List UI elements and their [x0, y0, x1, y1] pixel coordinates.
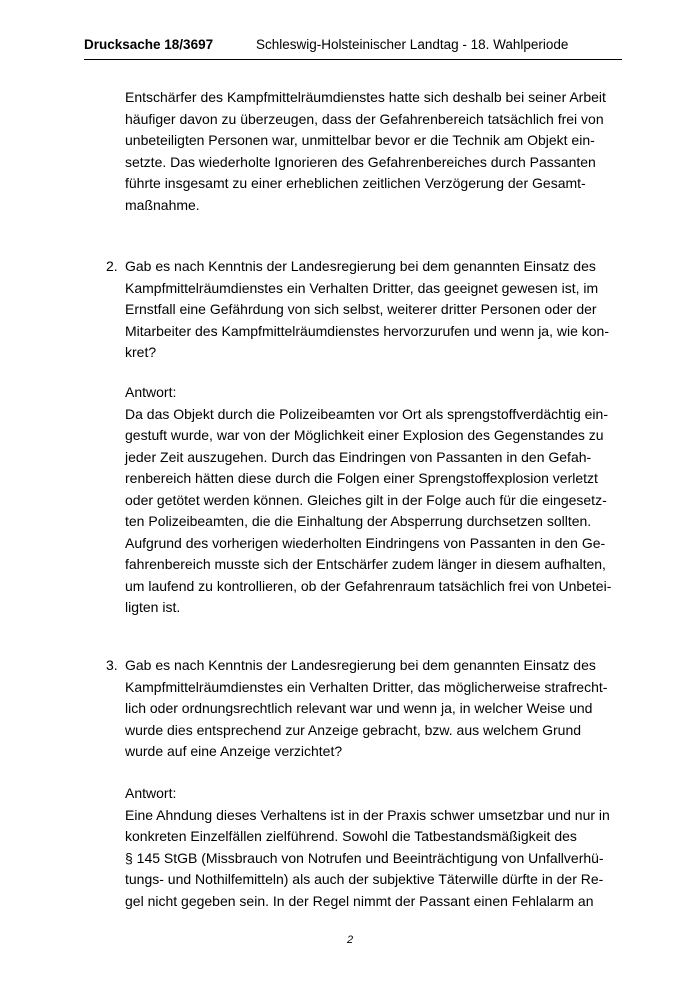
text-line: tungs- und Nothilfemitteln) als auch der subjektive Täterwille dürfte in der Re-	[125, 871, 604, 887]
text-line: Aufgrund des vorherigen wiederholten Eindringens von Passanten in den Ge-	[125, 534, 606, 551]
question-3-number: 3.	[106, 657, 118, 673]
text-line: wurde dies entsprechend zur Anzeige gebracht, bzw. aus welchem Grund	[125, 721, 582, 738]
intro-paragraph	[125, 87, 625, 216]
text-line: kret?	[125, 344, 157, 360]
text-line: Ernstfall eine Gefährdung von sich selbst, weiterer dritter Personen oder der	[125, 301, 597, 317]
text-line: Kampfmittelräumdienstes ein Verhalten Dritter, das geeignet gewesen ist, im	[125, 279, 599, 296]
text-line: konkreten Einzelfällen zielführend. Sowohl die Tatbestandsmäßigkeit des	[125, 828, 577, 844]
text-line: unbeteiligten Personen war, unmittelbar bevor er die Technik am Objekt ein-	[125, 132, 595, 148]
text-line: ten Polizeibeamten, die die Einhaltung der Absperrung durchsetzen sollten.	[125, 513, 592, 529]
page-number: 2	[346, 934, 354, 946]
text-line: ligten ist.	[125, 599, 181, 615]
text-line: Gab es nach Kenntnis der Landesregierung bei dem genannten Einsatz des	[125, 258, 596, 274]
text-line: § 145 StGB (Missbrauch von Notrufen und Beeinträchtigung von Unfallverhü-	[125, 849, 604, 866]
text-line: jeder Zeit auszugehen. Durch das Eindringen von Passanten in den Gefah-	[125, 448, 592, 465]
question-2-number: 2.	[106, 258, 118, 274]
text-line: setzte. Das wiederholte Ignorieren des Gefahrenbereiches durch Passanten	[125, 153, 596, 170]
answer-label: Antwort:	[125, 384, 177, 400]
answer-3	[125, 783, 625, 912]
answer-2	[125, 382, 625, 619]
text-line: fahrenbereich musste sich der Entschärfer zudem länger in diesem aufhalten,	[125, 556, 606, 572]
text-line: lich oder ordnungsrechtlich relevant war und wenn ja, in welcher Weise und	[125, 700, 593, 716]
text-line: gel nicht gegeben sein. In der Regel nimmt der Passant einen Fehlalarm an	[125, 892, 594, 909]
page-header	[84, 36, 622, 60]
text-line: wurde auf eine Anzeige verzichtet?	[125, 743, 343, 759]
answer-label: Antwort:	[125, 785, 177, 801]
question-2	[125, 256, 625, 364]
text-line: Eine Ahndung dieses Verhaltens ist in der Praxis schwer umsetzbar und nur in	[125, 806, 610, 823]
text-line: Entschärfer des Kampfmittelräumdienstes hatte sich deshalb bei seiner Arbeit	[125, 89, 606, 105]
text-line: Kampfmittelräumdienstes ein Verhalten Dritter, das möglicherweise strafrecht-	[125, 678, 608, 695]
text-line: renbereich hätten diese durch die Folgen einer Sprengstoffexplosion verletzt	[125, 470, 598, 486]
text-line: maßnahme.	[125, 196, 200, 213]
question-3	[125, 655, 625, 763]
text-line: um laufend zu kontrollieren, ob der Gefahrenraum tatsächlich frei von Unbetei-	[125, 577, 612, 594]
document-number: Drucksache 18/3697	[84, 37, 214, 52]
text-line: gestuft wurde, war von der Möglichkeit einer Explosion des Gegenstandes zu	[125, 427, 604, 443]
text-line: führte insgesamt zu einer erheblichen zeitlichen Verzögerung der Gesamt-	[125, 175, 586, 191]
text-line: oder getötet werden können. Gleiches gilt in der Folge auch für die eingesetz-	[125, 491, 607, 508]
text-line: Mitarbeiter des Kampfmittelräumdienstes hervorzurufen und wenn ja, wie kon-	[125, 322, 610, 339]
parliament-title: Schleswig-Holsteinischer Landtag - 18. Wahlperiode	[256, 37, 569, 52]
text-line: Gab es nach Kenntnis der Landesregierung bei dem genannten Einsatz des	[125, 657, 596, 673]
text-line: häufiger davon zu überzeugen, dass der Gefahrenbereich tatsächlich frei von	[125, 110, 604, 127]
text-line: Da das Objekt durch die Polizeibeamten vor Ort als sprengstoffverdächtig ein-	[125, 405, 608, 422]
